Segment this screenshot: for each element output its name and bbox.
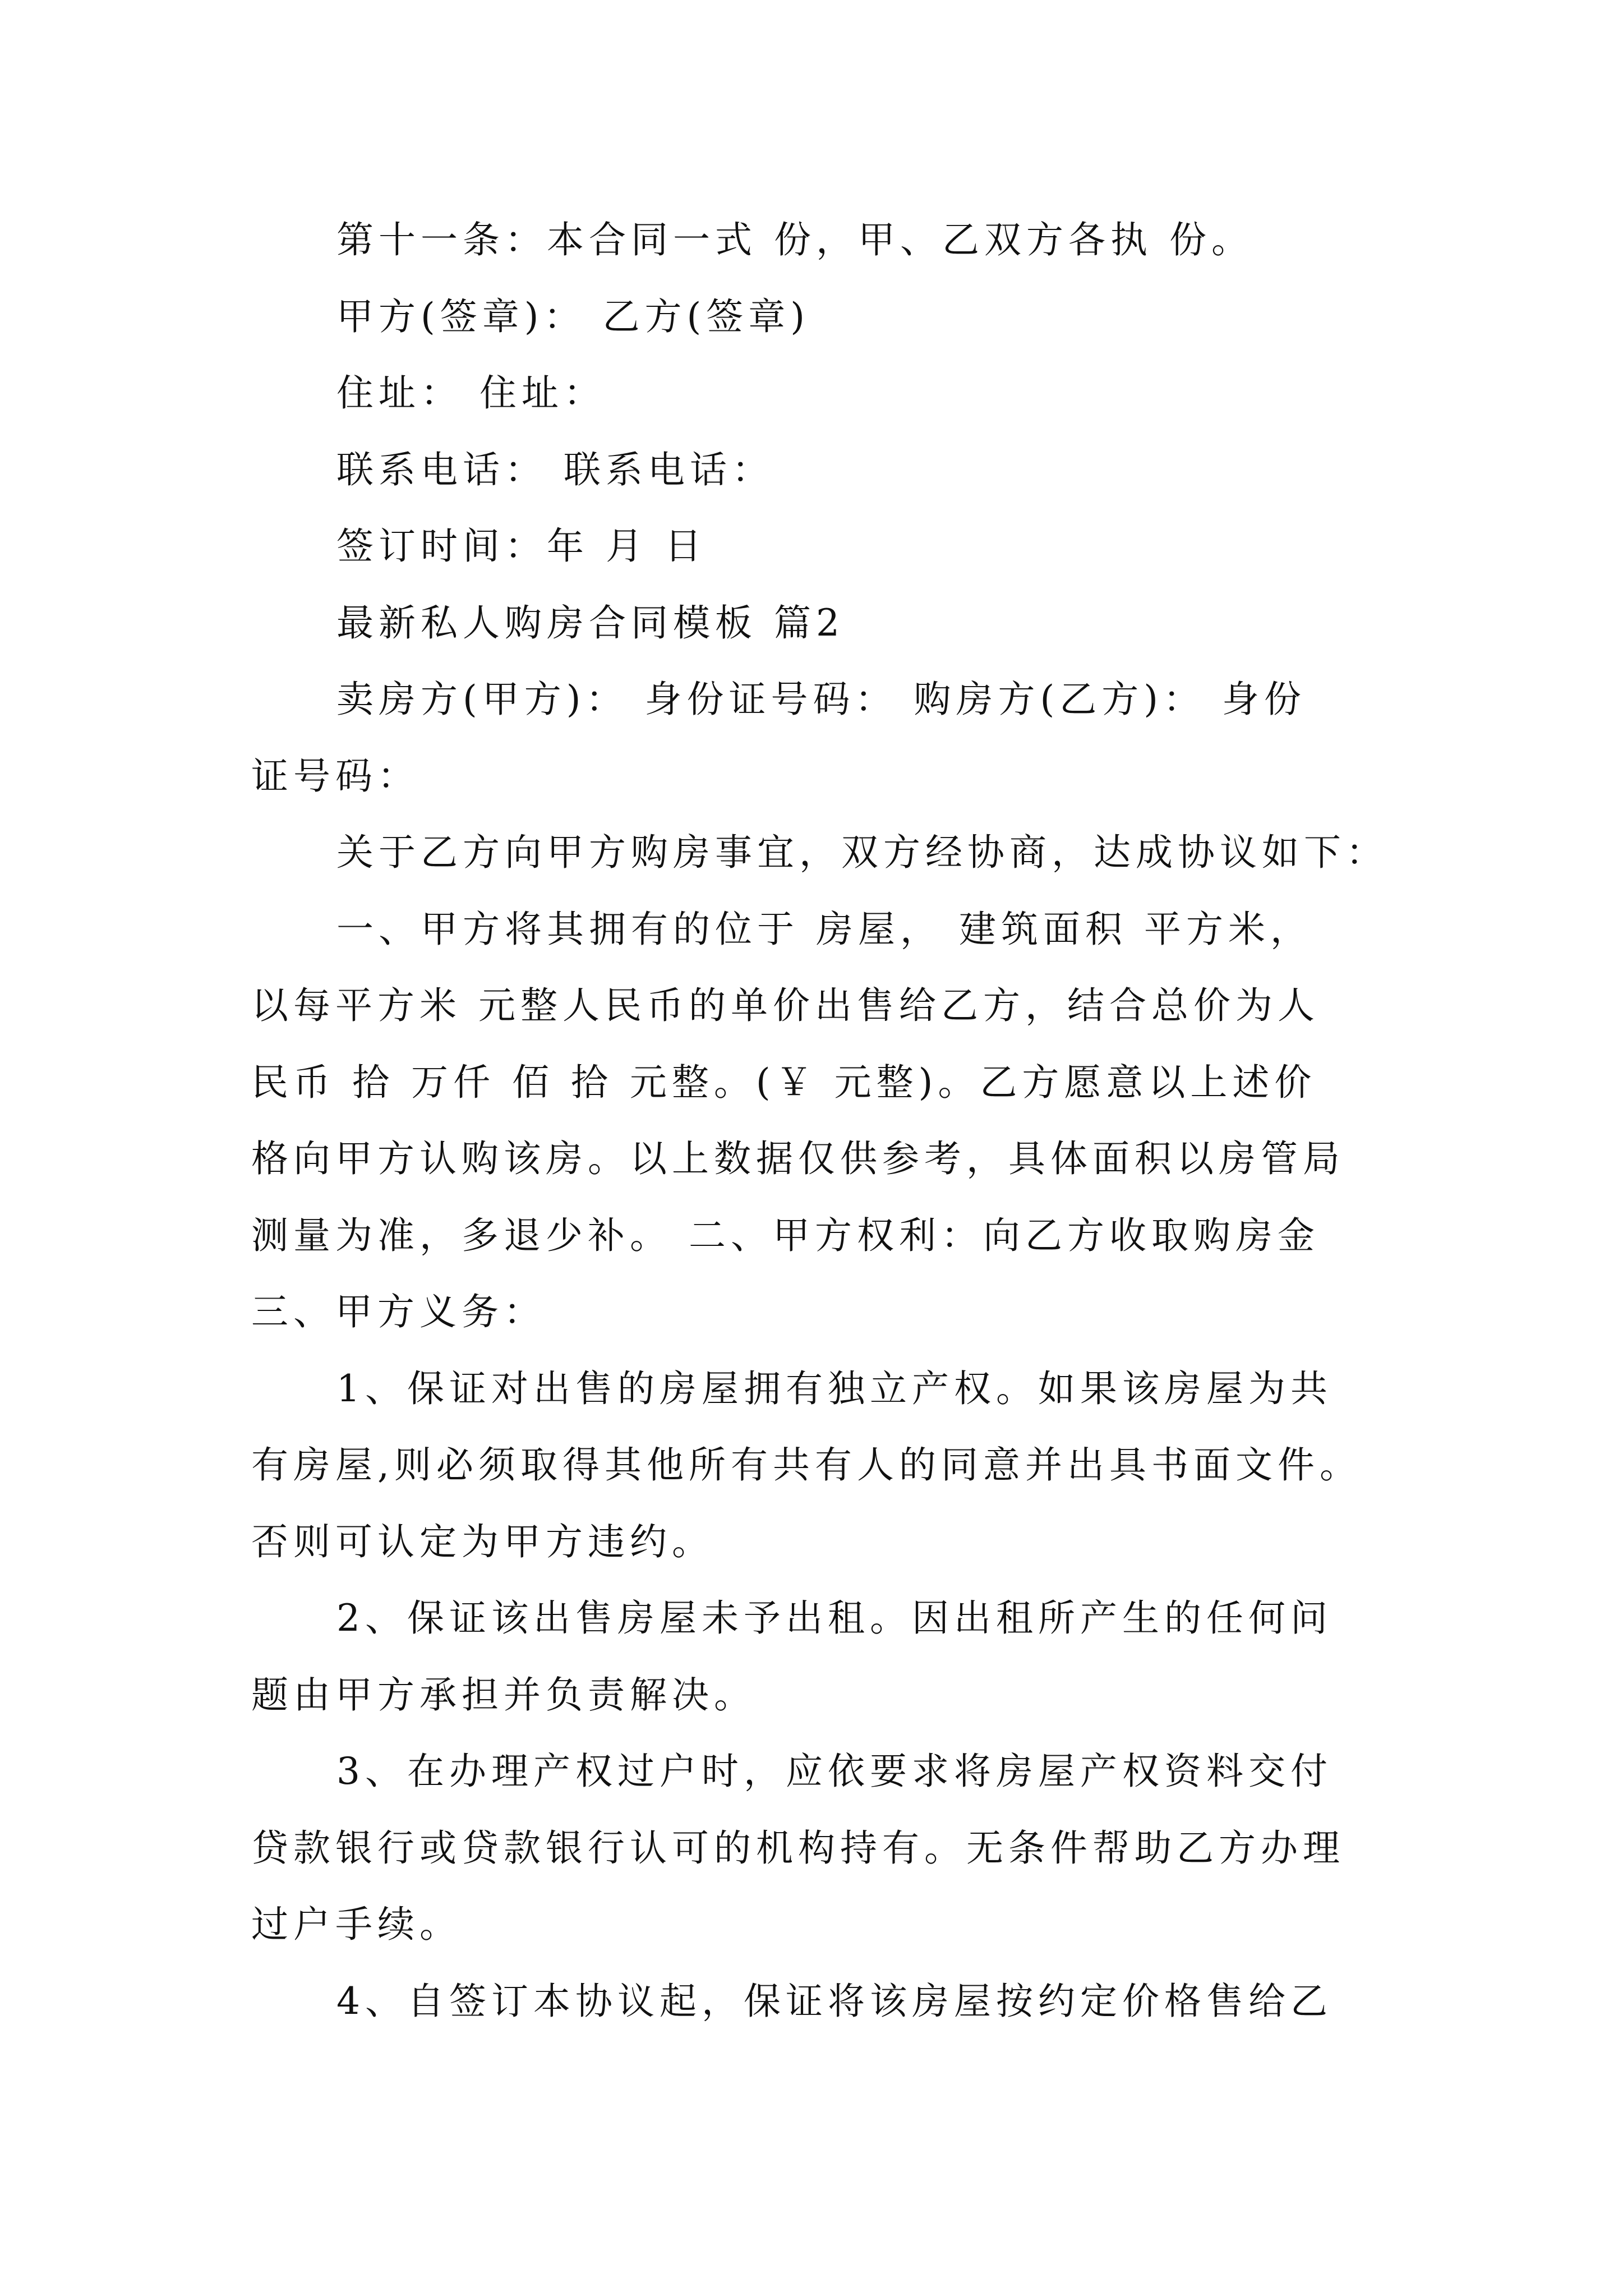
parties-line-continued: 证号码：	[251, 754, 419, 798]
obligation-1-line-1: 1、保证对出售的房屋拥有独立产权。如果该房屋为共	[336, 1367, 1332, 1410]
obligation-3-line-3: 过户手续。	[251, 1903, 462, 1946]
obligation-1-line-3: 否则可认定为甲方违约。	[251, 1520, 714, 1563]
clause-one-line-1: 一、甲方将其拥有的位于 房屋， 建筑面积 平方米，	[336, 908, 1312, 951]
obligation-3-line-1: 3、在办理产权过户时，应依要求将房屋产权资料交付	[336, 1750, 1332, 1793]
clause-three-heading: 三、甲方义务：	[251, 1290, 546, 1333]
phone-line: 联系电话： 联系电话：	[336, 448, 774, 491]
clause-one-line-2: 以每平方米 元整人民币的单价出售给乙方，结合总价为人	[251, 984, 1320, 1027]
address-line: 住址： 住址：	[336, 371, 606, 415]
clause-one-line-3: 民币 拾 万仟 佰 拾 元整。(￥ 元整)。乙方愿意以上述价	[251, 1061, 1317, 1104]
parties-line: 卖房方(甲方)： 身份证号码： 购房方(乙方)： 身份	[336, 678, 1306, 721]
obligation-1-line-2: 有房屋,则必须取得其他所有共有人的同意并出具书面文件。	[251, 1443, 1362, 1487]
obligation-2-line-2: 题由甲方承担并负责解决。	[251, 1673, 756, 1717]
signature-line: 甲方(签章)： 乙方(签章)	[336, 295, 810, 338]
clause-eleven: 第十一条：本合同一式 份，甲、乙双方各执 份。	[336, 218, 1253, 261]
clause-one-line-4: 格向甲方认购该房。以上数据仅供参考，具体面积以房管局	[251, 1137, 1345, 1180]
clause-one-line-5: 测量为准，多退少补。 二、甲方权利：向乙方收取购房金	[251, 1214, 1320, 1257]
agreement-intro: 关于乙方向甲方购房事宜，双方经协商，达成协议如下：	[336, 831, 1388, 874]
obligation-3-line-2: 贷款银行或贷款银行认可的机构持有。无条件帮助乙方办理	[251, 1826, 1345, 1870]
section-heading: 最新私人购房合同模板 篇2	[336, 601, 845, 645]
obligation-4-line-1: 4、自签订本协议起，保证将该房屋按约定价格售给乙	[336, 1980, 1332, 2023]
signing-date-line: 签订时间：年 月 日	[336, 524, 707, 568]
obligation-2-line-1: 2、保证该出售房屋未予出租。因出租所产生的任何问	[336, 1596, 1332, 1640]
